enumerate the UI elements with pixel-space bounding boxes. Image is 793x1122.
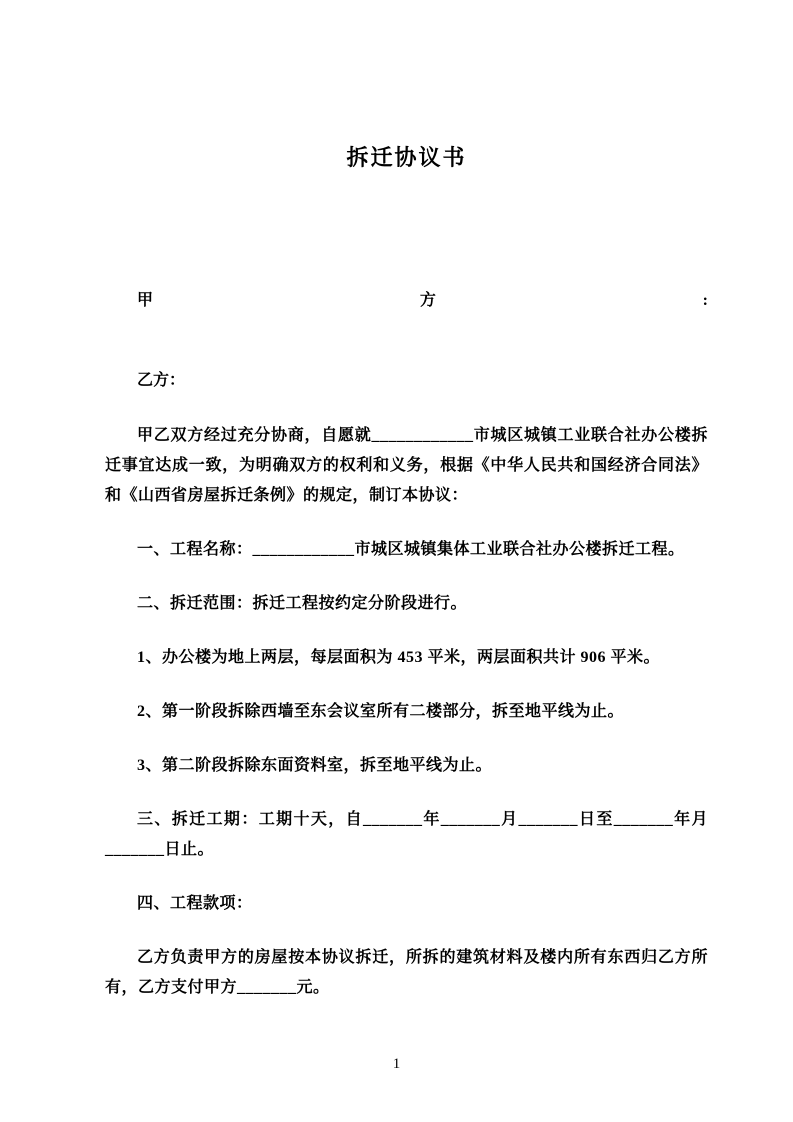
party-a-colon: : [702,292,708,309]
document-title: 拆迁协议书 [346,145,467,170]
clause-3-construction-period: 三、拆迁工期：工期十天，自_______年_______月_______日至_______年月_______日止。 [105,811,708,858]
payment-detail-paragraph: 乙方负责甲方的房屋按本协议拆迁，所拆的建筑材料及楼内所有东西归乙方所有，乙方支付甲方_______元。 [105,949,708,996]
clause-1-project-name: 一、工程名称：____________市城区城镇集体工业联合社办公楼拆迁工程。 [137,541,685,558]
clause-2-demolition-scope: 二、拆迁范围：拆迁工程按约定分阶段进行。 [137,595,468,612]
scope-item-2: 2、第一阶段拆除西墙至东会议室所有二楼部分，拆至地平线为止。 [137,703,625,720]
party-a-word: 方 [419,292,436,309]
scope-item-1: 1、办公楼为地上两层，每层面积为 453 平米，两层面积共计 906 平米。 [137,649,661,666]
intro-paragraph: 甲乙双方经过充分协商，自愿就____________市城区城镇工业联合社办公楼拆迁事宜达成一致，为明确双方的权利和义务，根据《中华人民共和国经济合同法》和《山西省房屋拆迁条例》的规定，制订本协议： [105,427,708,504]
party-a-line [137,286,708,316]
party-b-line: 乙方： [137,372,186,389]
document-body [105,421,708,1003]
page-number: 1 [392,1056,401,1072]
clause-4-payment: 四、工程款项： [137,895,253,912]
party-a-label: 甲 [137,292,154,309]
scope-item-3: 3、第二阶段拆除东面资料室，拆至地平线为止。 [137,757,493,774]
